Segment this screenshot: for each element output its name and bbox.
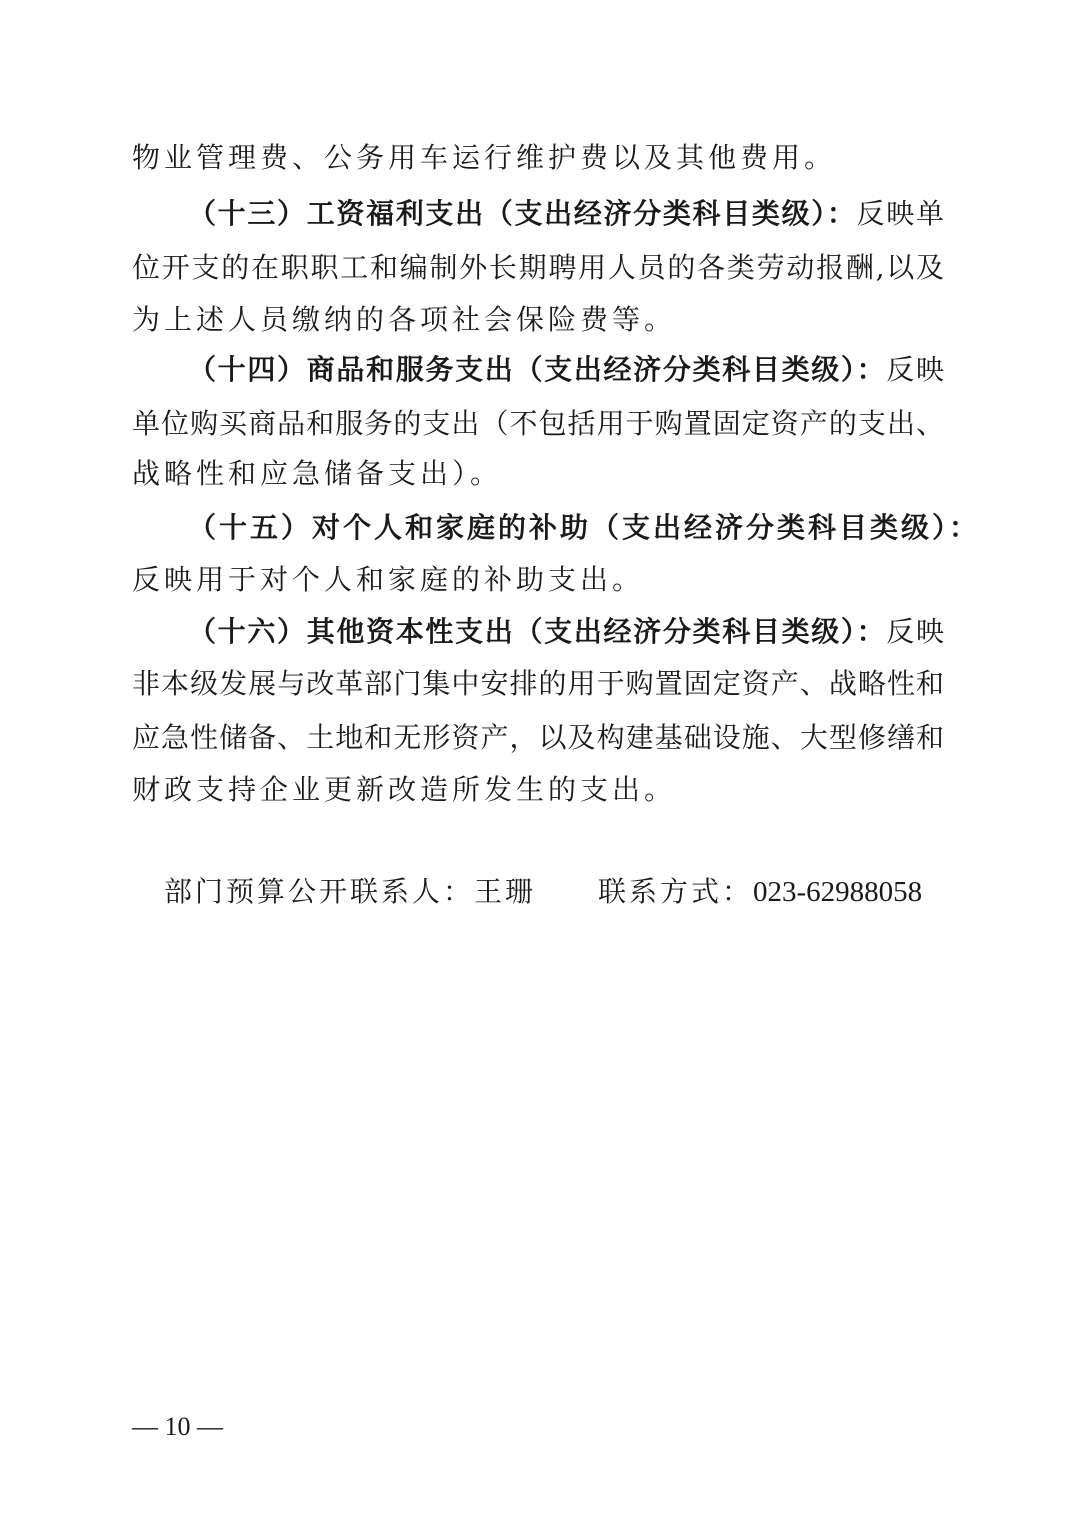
line-text: 战略性和应急储备支出）。 xyxy=(132,457,503,490)
paragraph-line xyxy=(132,454,944,494)
line-text: 应急性储备、土地和无形资产，以及构建基础设施、大型修缮和 xyxy=(132,721,944,754)
section-heading-13 xyxy=(188,194,944,234)
line-text: 非本级发展与改革部门集中安排的用于购置固定资产、战略性和 xyxy=(132,667,944,700)
line-text: 为上述人员缴纳的各项社会保险费等。 xyxy=(132,303,677,336)
paragraph-line xyxy=(132,404,944,444)
section-title: （十五）对个人和家庭的补助（支出经济分类科目类级）： xyxy=(188,511,981,544)
section-title: （十六）其他资本性支出（支出经济分类科目类级）： xyxy=(188,615,887,648)
contact-phone xyxy=(598,872,922,912)
paragraph-line xyxy=(132,248,944,288)
contact-phone-number: 023-62988058 xyxy=(753,876,923,908)
line-text: 单位购买商品和服务的支出（不包括用于购置固定资产的支出、 xyxy=(132,407,944,440)
line-text: 反映用于对个人和家庭的补助支出。 xyxy=(132,563,645,596)
paragraph-line xyxy=(132,138,944,178)
paragraph-line xyxy=(132,664,944,704)
line-text: 财政支持企业更新改造所发生的支出。 xyxy=(132,773,677,806)
line-text: 物业管理费、公务用车运行维护费以及其他费用。 xyxy=(132,141,837,174)
contact-phone-label: 联系方式： xyxy=(598,875,754,908)
section-heading-16 xyxy=(188,612,944,652)
contact-person xyxy=(164,872,536,912)
paragraph-line xyxy=(132,770,944,810)
section-title: （十三）工资福利支出（支出经济分类科目类级）： xyxy=(188,197,857,230)
line-text: 位开支的在职职工和编制外长期聘用人员的各类劳动报酬,以及 xyxy=(132,251,944,284)
contact-person-name: 王珊 xyxy=(474,875,537,908)
contact-person-label: 部门预算公开联系人： xyxy=(164,875,475,908)
section-body: 反映单 xyxy=(856,197,944,230)
page-number: — 10 — xyxy=(132,1412,223,1441)
section-heading-14 xyxy=(188,350,944,390)
paragraph-line xyxy=(132,300,944,340)
paragraph-line xyxy=(132,718,944,758)
section-title: （十四）商品和服务支出（支出经济分类科目类级）： xyxy=(188,353,887,386)
section-body: 反映 xyxy=(886,353,944,386)
section-heading-15 xyxy=(188,508,981,548)
paragraph-line xyxy=(132,560,944,600)
section-body: 反映 xyxy=(886,615,944,648)
